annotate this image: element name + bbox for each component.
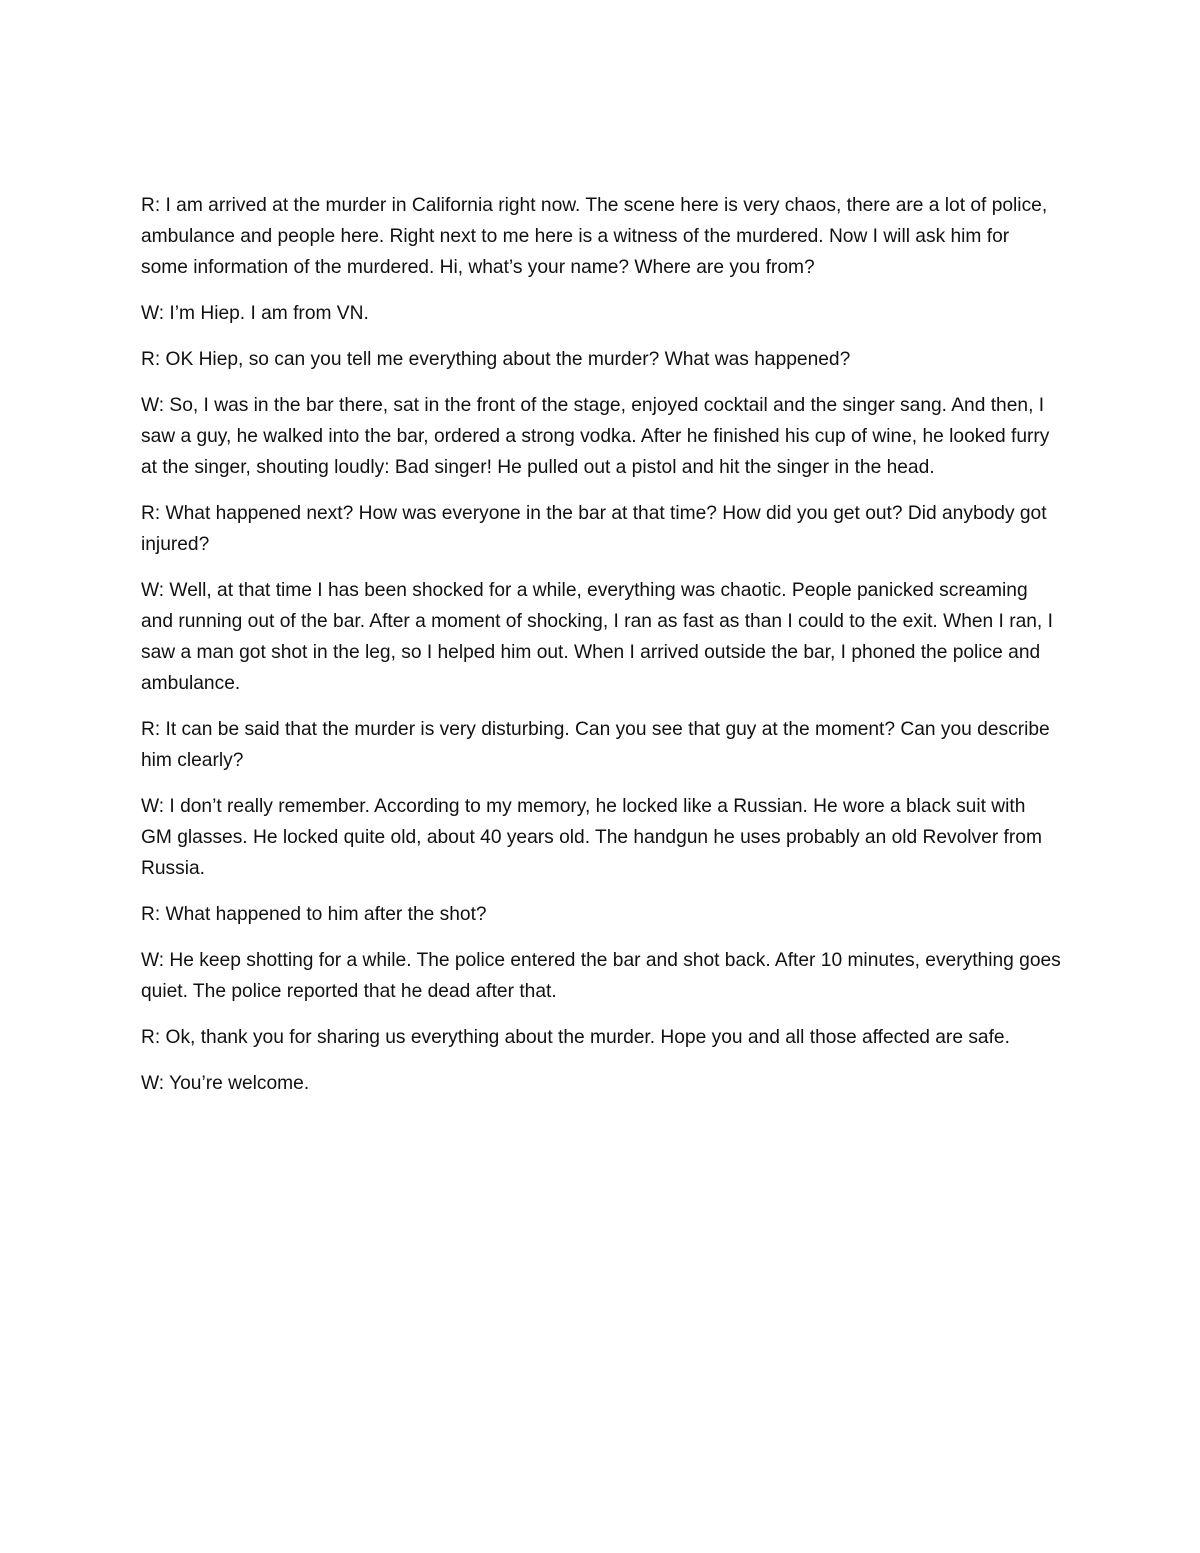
interview-transcript (141, 190, 1061, 1114)
paragraph-witness-aftermath: W: He keep shotting for a while. The police entered the bar and shot back. After 10 minutes, everything goes quiet. The police reported that he dead after that. (141, 950, 1061, 1002)
paragraph-reporter-intro: R: I am arrived at the murder in California right now. The scene here is very chaos, there are a lot of police, ambulance and people here. Right next to me here is a witness of the murdered. Now I will ask him for some information of the murdered. Hi, what’s your name? Where are you from? (141, 195, 1048, 278)
paragraph-reporter-question-1: R: OK Hiep, so can you tell me everything about the murder? What was happened? (141, 349, 851, 370)
paragraph-witness-description: W: I don’t really remember. According to my memory, he locked like a Russian. He wore a black suit with GM glasses. He locked quite old, about 40 years old. The handgun he uses probably an old Revolver from Russia. (141, 796, 1042, 879)
paragraph-witness-name: W: I’m Hiep. I am from VN. (141, 303, 369, 324)
paragraph-reporter-question-2: R: What happened next? How was everyone in the bar at that time? How did you get out? Did anybody got injured? (141, 503, 1047, 555)
paragraph-witness-account: W: So, I was in the bar there, sat in the front of the stage, enjoyed cocktail and the singer sang. And then, I saw a guy, he walked into the bar, ordered a strong vodka. After he finished his cup of wine, he looked furry at the singer, shouting loudly: Bad singer! He pulled out a pistol and hit the singer in the head. (141, 395, 1050, 478)
paragraph-reporter-question-4: R: What happened to him after the shot? (141, 904, 487, 925)
paragraph-witness-closing: W: You’re welcome. (141, 1073, 310, 1094)
paragraph-reporter-question-3: R: It can be said that the murder is very disturbing. Can you see that guy at the moment? Can you describe him clearly? (141, 719, 1050, 771)
paragraph-witness-escape: W: Well, at that time I has been shocked for a while, everything was chaotic. People panicked screaming and running out of the bar. After a moment of shocking, I ran as fast as than I could to the exit. When I ran, I saw a man got shot in the leg, so I helped him out. When I arrived outside the bar, I phoned the police and ambulance. (141, 580, 1053, 694)
paragraph-reporter-closing: R: Ok, thank you for sharing us everything about the murder. Hope you and all those affected are safe. (141, 1027, 1010, 1048)
